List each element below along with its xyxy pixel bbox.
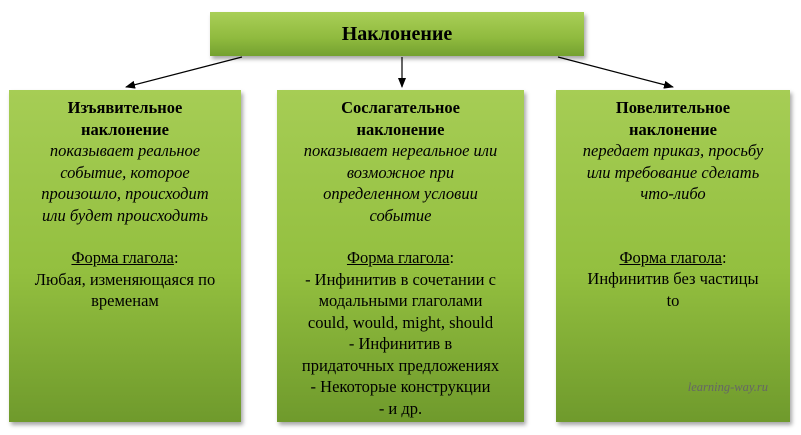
indicative-mood-box <box>9 90 241 422</box>
indicative-description: показывает реальное событие, которое произошло, происходит или будет происходить <box>41 141 209 225</box>
arrow-to-imperative <box>558 57 673 87</box>
watermark: learning-way.ru <box>687 379 768 394</box>
imperative-title: Повелительное наклонение <box>615 98 731 139</box>
imperative-mood-box <box>556 90 790 422</box>
subjunctive-description: показывает нереальное или возможное при определенном условии событие <box>303 141 498 225</box>
subjunctive-title: Сослагательное наклонение <box>341 98 460 139</box>
indicative-form-text: Любая, изменяющаяся по временам <box>34 269 216 310</box>
imperative-description: передает приказ, просьбу или требование сделать что-либо <box>582 141 764 203</box>
imperative-form-text: Инфинитив без частицы to <box>587 269 759 310</box>
indicative-form-label: Форма глагола: <box>71 248 179 267</box>
mood-root-title: Наклонение <box>341 22 453 45</box>
arrow-to-indicative <box>126 57 242 87</box>
subjunctive-mood-box <box>277 90 524 422</box>
indicative-title: Изъявительное наклонение <box>67 98 183 139</box>
mood-root-box <box>210 12 584 56</box>
imperative-form-label: Форма глагола: <box>619 247 727 267</box>
subjunctive-form-text: - Инфинитив в сочетании с модальными глаголами could, would, might, should - Инфинитив в придаточных предложениях - Некоторые конструкции - и др. <box>301 269 500 418</box>
subjunctive-form-label: Форма глагола: <box>346 248 455 267</box>
